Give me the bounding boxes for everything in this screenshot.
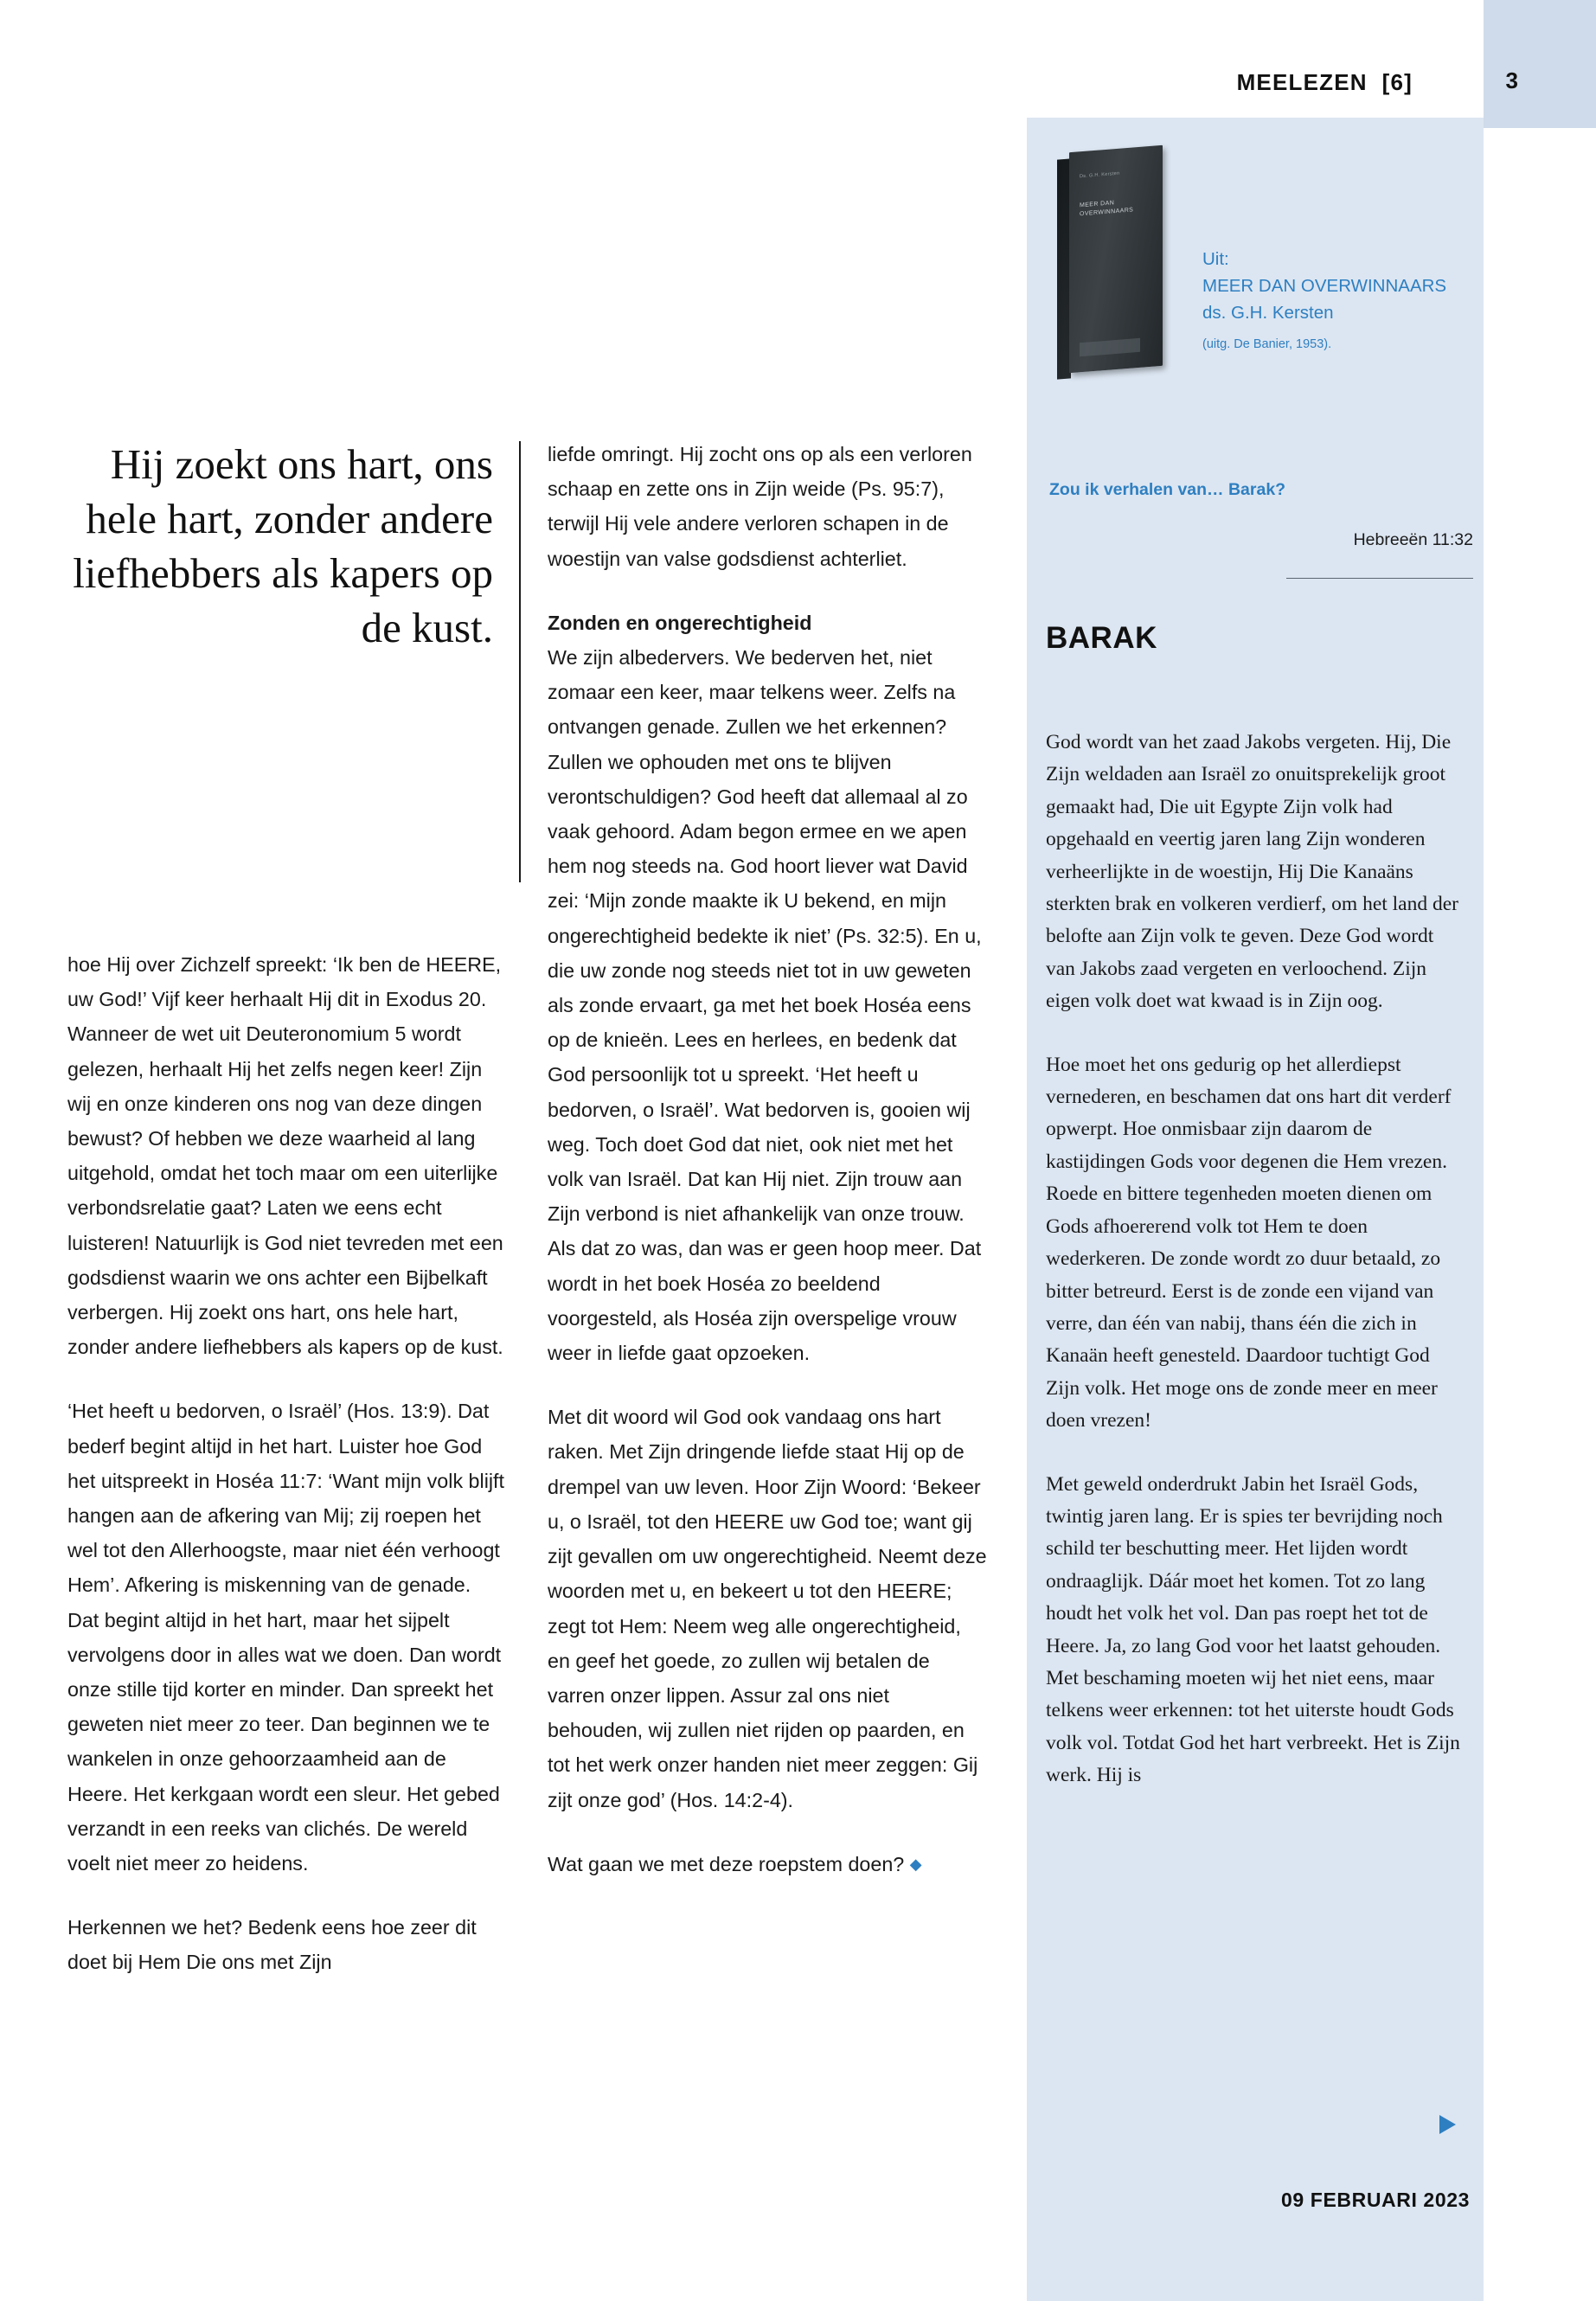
source-credit — [1202, 246, 1479, 358]
article-paragraph: ‘Het heeft u bedorven, o Israël’ (Hos. 13:9). Dat bederf begint altijd in het hart. Luister hoe God het uitspreekt in Hoséa 11:7: ‘Want mijn volk blijft hangen aan de afkering van Mij; zij roepen het wel tot den Allerhoogste, maar niet één verhoogt Hem’. Afkering is miskenning van de genade. Dat begint altijd in het hart, maar het sijpelt vervolgens door in alles wat we doen. Dan wordt onze stille tijd korter en minder. Dan spreekt het geweten niet meer zo teer. Dan beginnen we te wankelen in onze gehoorzaamheid aan de Heere. Het kerkgaan wordt een sleur. Het gebed verzandt in een reeks van clichés. De wereld voelt niet meer zo heidens. — [67, 1400, 504, 1875]
article-subheading: Zonden en ongerechtigheid — [548, 611, 812, 634]
sidebar-paragraph: Met geweld onderdrukt Jabin het Israël Gods, twintig jaren lang. Er is spies ter bevrijding noch schild ter beschutting meer. Het lijden wordt ondraaglijk. Dáár moet het komen. Tot zo lang houdt het volk het vol. Dan pas roept het tot de Heere. Ja, zo lang God voor het laatst gehouden. Met beschaming moeten wij het niet eens, maar telkens weer erkennen: tot het uiterste houdt Gods volk vol. Totdat God het hart verbreekt. Het is Zijn werk. Hij is — [1046, 1472, 1460, 1787]
page-number: 3 — [1505, 67, 1518, 93]
page-number-block — [1484, 0, 1596, 128]
page-title: Hij zoekt ons hart, ons hele hart, zonder andere liefhebbers als kapers op de kust. — [73, 440, 493, 651]
sidebar-heading: BARAK — [1046, 621, 1157, 655]
book-cover-title: MEER DAN OVERWINNAARS — [1080, 200, 1134, 218]
end-mark-icon: ◆ — [909, 1855, 922, 1873]
article-intro-paragraph: liefde omringt. Hij zocht ons op als een verloren schaap en zette ons in Zijn weide (Ps. 95:7), terwijl Hij vele andere verloren schapen in de woestijn van valse godsdienst achterliet. — [548, 443, 972, 570]
book-cover-image — [1057, 140, 1191, 387]
play-triangle-icon — [1439, 2115, 1456, 2134]
page-header — [0, 0, 1596, 130]
book-cover-publisher-mark — [1080, 338, 1140, 357]
sidebar-paragraph: Hoe moet het ons gedurig op het allerdiepst vernederen, en beschamen dat ons hart dit verderf opwerpt. Hoe onmisbaar zijn daarom de kastijdingen Gods voor degenen die Hem vrezen. Roede en bittere tegenheden moeten dienen om Gods afhoererend volk tot Hem te doen wederkeren. De zonde wordt zo duur betaald, zo bitter betreurd. Eerst is de zonde een vijand van verre, dan één van nabij, thans één die zich in Kanaän heeft genesteld. Daardoor tuchtigt God Zijn volk. Het moge ons de zonde meer en meer doen vrezen! — [1046, 1053, 1452, 1433]
source-prefix: Uit: — [1202, 249, 1229, 269]
source-publisher: (uitg. De Banier, 1953). — [1202, 337, 1332, 351]
sidebar-body — [1046, 727, 1466, 1823]
sidebar-question: Zou ik verhalen van… Barak? — [1049, 480, 1286, 499]
bible-reference: Hebreeën 11:32 — [1353, 530, 1473, 549]
book-front-cover — [1069, 145, 1163, 373]
article-paragraph: Herkennen we het? Bedenk eens hoe zeer dit doet bij Hem Die ons met Zijn — [67, 1916, 477, 1974]
article-paragraph-text: Wat gaan we met deze roepstem doen? — [548, 1852, 905, 1875]
section-label-text: MEELEZEN — [1236, 69, 1368, 95]
article-paragraph-last — [548, 1847, 987, 1881]
column-divider — [519, 441, 521, 882]
article-column-two — [548, 437, 987, 1911]
article-paragraph: Met dit woord wil God ook vandaag ons hart raken. Met Zijn dringende liefde staat Hij op de drempel van uw leven. Hoor Zijn Woord: ‘Bekeer u, o Israël, tot den HEERE uw God toe; want gij zijt gevallen om uw ongerechtigheid. Neemt deze woorden met u, en bekeert u tot den HEERE; zegt tot Hem: Neem weg alle ongerechtigheid, en geef het goede, zo zullen wij betalen de varren onzer lippen. Assur zal ons niet behouden, wij zullen niet rijden op paarden, en tot het werk onzer handen niet meer zeggen: Gij zijt onze god’ (Hos. 14:2-4). — [548, 1406, 987, 1811]
sidebar-paragraph: God wordt van het zaad Jakobs vergeten. Hij, Die Zijn weldaden aan Israël zo onuitsprekelijk groot gemaakt had, Die uit Egypte Zijn volk had opgehaald en veertig jaren lang Zijn wonderen verheerlijkte in de woestijn, Hij Die Kanaäns sterkten brak en volkeren verdierf, om het land der belofte aan Zijn volk te geven. Deze God wordt van Jakobs zaad vergeten en verloochend. Zijn eigen volk doet wat kwaad is in Zijn oog. — [1046, 731, 1458, 1013]
section-label — [1237, 69, 1413, 96]
reference-divider — [1286, 578, 1473, 579]
article-column-one — [67, 947, 504, 2009]
article-paragraph: hoe Hij over Zichzelf spreekt: ‘Ik ben de HEERE, uw God!’ Vijf keer herhaalt Hij dit in Exodus 20. Wanneer de wet uit Deuteronomium 5 wordt gelezen, herhaalt Hij het zelfs negen keer! Zijn wij en onze kinderen ons nog van deze dingen bewust? Of hebben we deze waarheid al lang uitgehold, omdat het toch maar om een uiterlijke verbondsrelatie gaat? Laten we eens echt luisteren! Natuurlijk is God niet tevreden met een godsdienst waarin we ons achter een Bijbelkaft verbergen. Hij zoekt ons hart, ons hele hart, zonder andere liefhebbers als kapers op de kust. — [67, 953, 503, 1359]
article-paragraph: We zijn albedervers. We bederven het, niet zomaar een keer, maar telkens weer. Zelfs na ontvangen genade. Zullen we het erkennen? Zullen we ophouden met ons te blijven verontschuldigen? God heeft dat allemaal al zo vaak gehoord. Adam begon ermee en we apen hem nog steeds na. God hoort liever wat David zei: ‘Mijn zonde maakte ik U bekend, en mijn ongerechtigheid bedekte ik niet’ (Ps. 32:5). En u, die uw zonde nog steeds niet tot in uw geweten als zonde ervaart, ga met het boek Hoséa eens op de knieën. Lees en herlees, en bedenk dat God persoonlijk tot u spreekt. ‘Het heeft u bedorven, o Israël’. Wat bedorven is, gooien wij weg. Toch doet God dat niet, ook niet met het volk van Israël. Dat kan Hij niet. Zijn trouw aan Zijn verbond is niet afhankelijk van onze trouw. Als dat zo was, dan was er geen hoop meer. Dat wordt in het boek Hoséa zo beeldend voorgesteld, als Hoséa zijn overspelige vrouw weer in liefde gaat opzoeken. — [548, 646, 982, 1365]
book-cover-author: Ds. G.H. Kersten — [1080, 170, 1120, 180]
source-title: MEER DAN OVERWINNAARS — [1202, 276, 1447, 296]
source-author: ds. G.H. Kersten — [1202, 303, 1334, 323]
section-number: [6] — [1381, 69, 1413, 95]
issue-date: 09 FEBRUARI 2023 — [1281, 2189, 1470, 2211]
